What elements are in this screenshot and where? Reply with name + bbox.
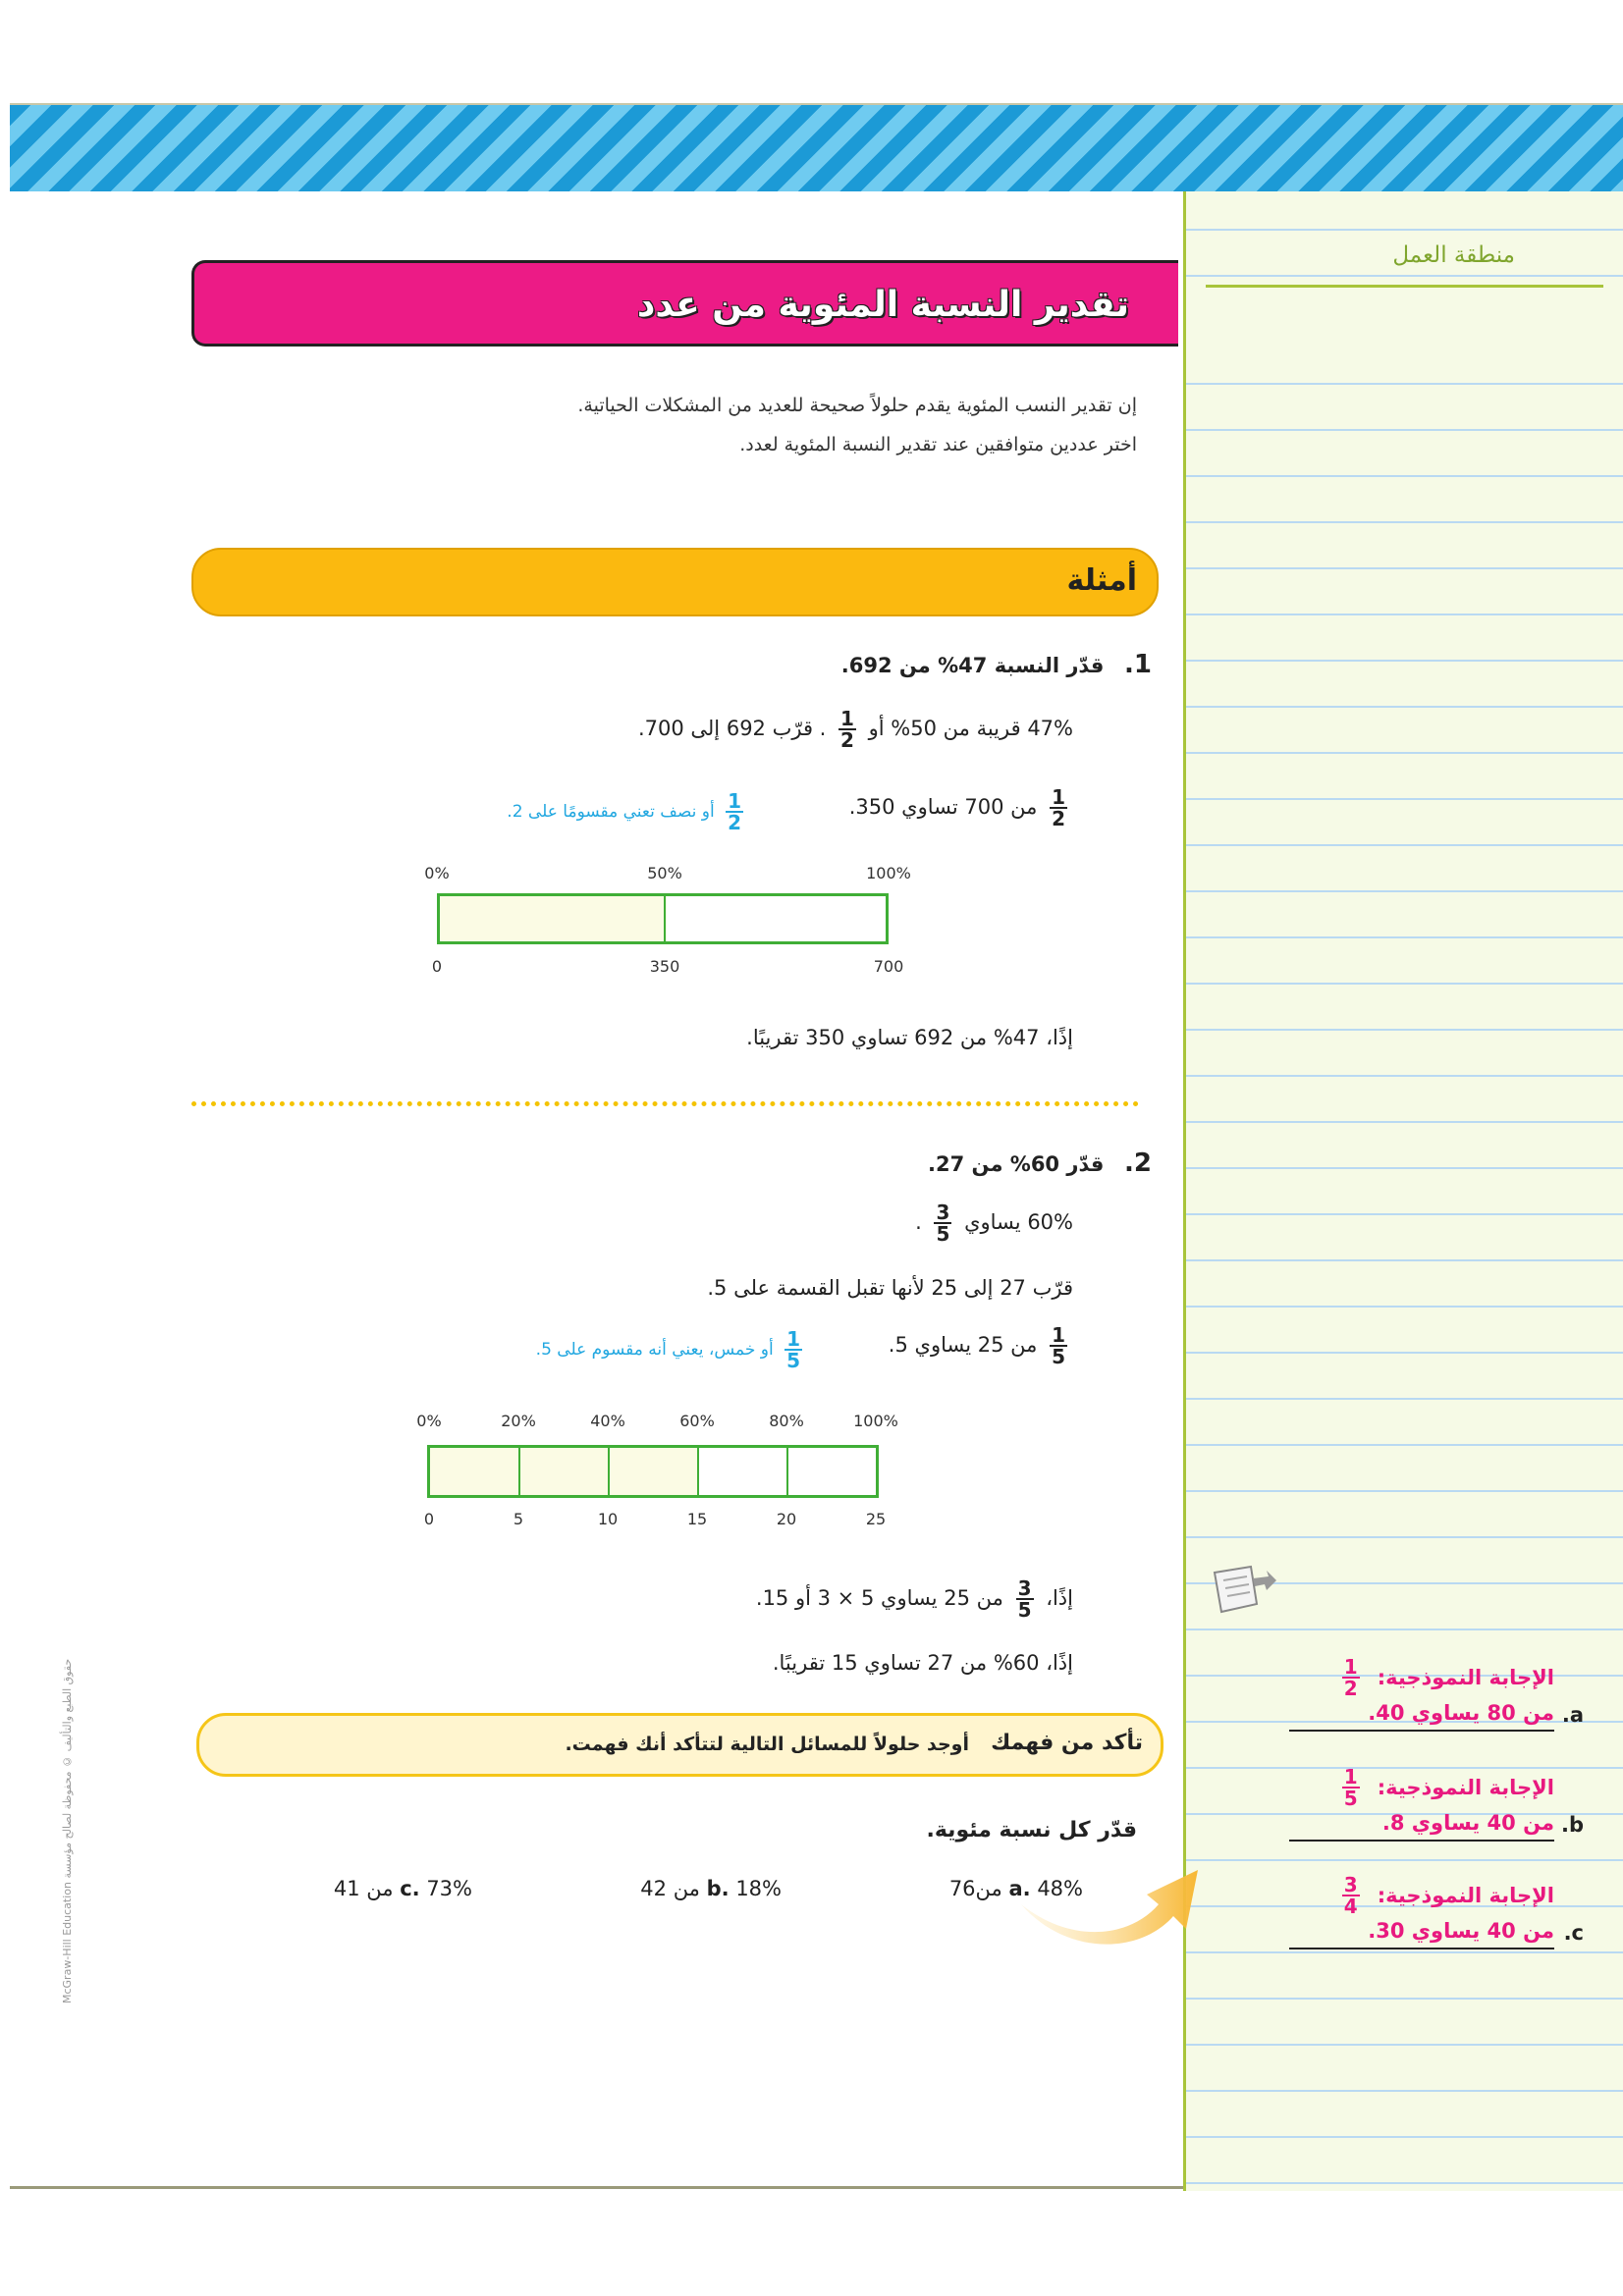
example-number: 2. — [1124, 1148, 1152, 1178]
intro-line-1: إن تقدير النسب المئوية يقدم حلولاً صحيحة للعديد من المشكلات الحياتية. — [577, 395, 1137, 416]
numerator: 1 — [728, 789, 741, 813]
fraction — [1016, 1578, 1034, 1620]
exercise-letter: a. — [1008, 1877, 1031, 1900]
example-1-step-1 — [638, 709, 1073, 750]
bar-top-label: 20% — [501, 1412, 536, 1430]
arrow-icon — [1011, 1845, 1208, 1963]
denominator: 2 — [840, 728, 854, 752]
examples-bar — [191, 548, 1159, 616]
answer-c — [1289, 1873, 1584, 1949]
examples-title: أمثلة — [1066, 563, 1137, 598]
bar-divider — [786, 1448, 788, 1495]
example-2-line-1 — [756, 1578, 1073, 1620]
bar-bottom-label: 5 — [513, 1510, 524, 1528]
example-1-note — [507, 791, 749, 832]
exercise-text: 73% من 41 — [333, 1877, 472, 1900]
numerator: 3 — [1343, 1873, 1358, 1896]
answer-text: من 40 يساوي 8. — [1289, 1808, 1554, 1842]
numerator: 1 — [1052, 1323, 1065, 1347]
page-title: تقدير النسبة المئوية من عدد — [636, 285, 1129, 325]
fraction — [1050, 1325, 1067, 1366]
bar-top-label: 80% — [769, 1412, 804, 1430]
example-2-step-3 — [889, 1325, 1073, 1366]
denominator: 4 — [1343, 1895, 1358, 1918]
fraction — [839, 709, 856, 750]
bar-frame — [427, 1445, 879, 1498]
fraction — [1050, 787, 1067, 828]
numerator: 1 — [1052, 785, 1065, 809]
answer-letter: a. — [1561, 1703, 1584, 1727]
exercise-c — [334, 1877, 484, 1900]
bar-top-label: 0% — [424, 864, 450, 882]
bar-bottom-label: 350 — [649, 957, 680, 976]
numerator: 3 — [936, 1201, 950, 1224]
bar-bottom-label: 25 — [865, 1510, 887, 1528]
exercise-b — [640, 1877, 793, 1900]
denominator: 5 — [936, 1222, 950, 1246]
bar-divider — [697, 1448, 699, 1495]
answer-text: من 40 يساوي 30. — [1289, 1916, 1554, 1949]
step-text: 47% قريبة من 50% أو — [868, 717, 1073, 740]
bar-divider — [518, 1448, 520, 1495]
numerator: 3 — [1017, 1576, 1032, 1600]
bar-divider — [608, 1448, 610, 1495]
exercise-heading: قدّر كل نسبة مئوية. — [926, 1818, 1137, 1842]
bar-bottom-label: 0 — [431, 957, 443, 976]
bar-bottom-label: 700 — [873, 957, 904, 976]
bar-top-label: 40% — [590, 1412, 625, 1430]
answer-a — [1289, 1655, 1584, 1732]
answer-fraction — [1342, 1657, 1360, 1698]
worksheet-title-rule — [1206, 285, 1603, 288]
example-question: قدّر النسبة 47% من 692. — [840, 654, 1105, 677]
step-text: إذًا، — [1046, 1586, 1073, 1610]
answer-label: الإجابة النموذجية: — [1377, 1666, 1554, 1689]
check-title: تأكد من فهمك — [991, 1731, 1143, 1755]
answer-fraction — [1342, 1875, 1360, 1916]
bar-bottom-label: 0 — [423, 1510, 435, 1528]
example-2-step-1 — [915, 1202, 1073, 1244]
step-text: 60% يساوي — [964, 1210, 1073, 1234]
fraction — [726, 791, 743, 832]
header-stripe — [10, 105, 1623, 191]
step-text: من 700 تساوي 350. — [848, 795, 1038, 819]
answer-label: الإجابة النموذجية: — [1377, 1884, 1554, 1907]
example-question: قدّر 60% من 27. — [928, 1152, 1105, 1176]
dotted-divider — [191, 1101, 1139, 1106]
denominator: 5 — [1017, 1598, 1032, 1622]
fraction — [934, 1202, 951, 1244]
denominator: 2 — [1052, 807, 1065, 830]
bar-top-label: 60% — [679, 1412, 715, 1430]
bar-top-label: 100% — [853, 1412, 898, 1430]
check-understanding-bar — [196, 1713, 1163, 1777]
bar-bottom-label: 15 — [686, 1510, 708, 1528]
exercise-letter: b. — [706, 1877, 730, 1900]
exercise-letter: c. — [400, 1877, 420, 1900]
answer-label: الإجابة النموذجية: — [1377, 1776, 1554, 1799]
note-text: أو نصف تعني مقسومًا على 2. — [507, 802, 715, 822]
notebook-icon — [1210, 1561, 1278, 1620]
copyright-vertical-text: حقوق الطبع والتأليف © محفوظة لصالح مؤسسة McGraw-Hill Education — [61, 1659, 74, 2004]
bar-bottom-label: 10 — [597, 1510, 619, 1528]
numerator: 1 — [1343, 1655, 1358, 1679]
denominator: 5 — [1343, 1787, 1358, 1810]
example-2-note — [536, 1329, 808, 1370]
example-number: 1. — [1124, 650, 1152, 679]
example-2-conclusion: إذًا، 60% من 27 تساوي 15 تقريبًا. — [772, 1651, 1073, 1675]
bar-frame — [437, 893, 889, 944]
bar-top-label: 100% — [866, 864, 911, 882]
example-1-heading — [841, 650, 1152, 679]
example-1-step-2 — [849, 787, 1073, 828]
denominator: 5 — [1052, 1345, 1065, 1368]
exercise-text: 18% من 42 — [640, 1877, 782, 1900]
worksheet-header-bg — [1186, 288, 1623, 337]
answer-fraction — [1342, 1767, 1360, 1808]
denominator: 5 — [786, 1349, 800, 1372]
step-text: من 25 يساوي 5. — [888, 1333, 1038, 1357]
denominator: 2 — [728, 811, 741, 834]
example-2-step-2: قرّب 27 إلى 25 لأنها تقبل القسمة على 5. — [707, 1276, 1073, 1300]
answer-letter: c. — [1563, 1921, 1584, 1945]
numerator: 1 — [840, 707, 854, 730]
note-text: أو خمس، يعني أنه مقسوم على 5. — [535, 1340, 774, 1360]
bar-fill — [440, 896, 667, 941]
exercise-text: 48% من76 — [948, 1877, 1083, 1900]
bar-fill — [430, 1448, 698, 1495]
example-1-conclusion: إذًا، 47% من 692 تساوي 350 تقريبًا. — [746, 1026, 1073, 1049]
title-bar — [191, 260, 1178, 347]
numerator: 1 — [1343, 1765, 1358, 1789]
numerator: 1 — [786, 1327, 800, 1351]
fraction — [784, 1329, 802, 1370]
bar-top-label: 50% — [647, 864, 682, 882]
step-text: . — [915, 1210, 922, 1234]
answer-letter: b. — [1560, 1813, 1584, 1837]
bar-divider — [664, 896, 666, 941]
worksheet-title: منطقة العمل — [1392, 242, 1515, 268]
example-2-heading — [928, 1148, 1152, 1178]
answer-b — [1289, 1765, 1584, 1842]
check-instructions: أوجد حلولاً للمسائل التالية لتتأكد أنك فهمت. — [565, 1734, 969, 1755]
bar-bottom-label: 20 — [776, 1510, 797, 1528]
answer-text: من 80 يساوي 40. — [1289, 1698, 1554, 1732]
denominator: 2 — [1343, 1677, 1358, 1700]
bar-top-label: 0% — [416, 1412, 442, 1430]
step-text: من 25 يساوي 5 × 3 أو 15. — [755, 1586, 1003, 1610]
intro-line-2: اختر عددين متوافقين عند تقدير النسبة المئوية لعدد. — [739, 434, 1137, 455]
step-text: . قرّب 692 إلى 700. — [637, 717, 827, 740]
